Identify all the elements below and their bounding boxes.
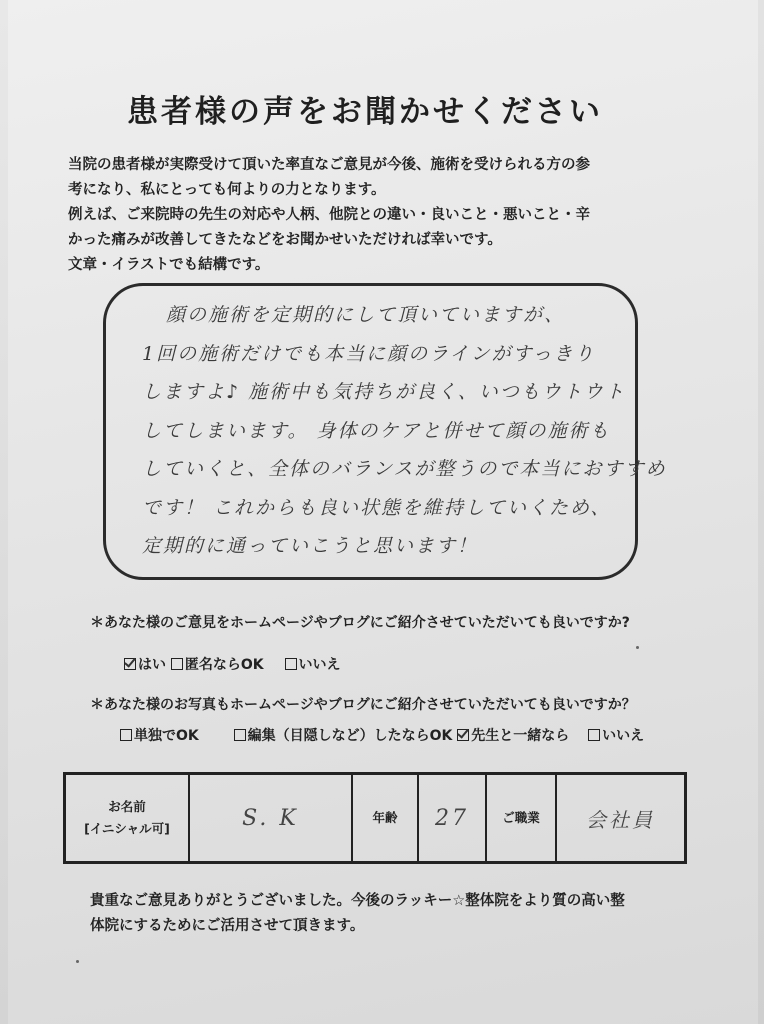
age-value: 27 (435, 805, 469, 831)
checkbox-checked[interactable] (124, 658, 136, 670)
checkbox[interactable] (234, 729, 246, 741)
intro-line: 考になり、私にとっても何よりの力となります。 (68, 182, 386, 198)
job-value-cell[interactable] (556, 774, 686, 863)
paper-speck (76, 960, 79, 963)
option-yes[interactable]: はい (124, 654, 166, 674)
job-label-cell (486, 774, 556, 863)
comment-line: しますよ♪ 施術中も気持ちが良く、いつもウトウト (142, 381, 626, 403)
option-no[interactable]: いいえ (588, 725, 644, 745)
age-value-cell[interactable] (418, 774, 486, 863)
comment-line: です！ これからも良い状態を維持していくため、 (142, 496, 612, 519)
question-web-consent: ＊あなた様のご意見をホームページやブログにご紹介させていただいても良いですか? (90, 615, 630, 631)
comment-line: 顔の施術を定期的にして頂いていますが、 (166, 304, 566, 326)
name-label: お名前 (108, 799, 146, 814)
comment-line: していくと、全体のバランスが整うので本当におすすめ (142, 458, 667, 480)
photo-consent-options (120, 725, 644, 745)
intro-text (68, 153, 688, 278)
intro-line: かった痛みが改善してきたなどをお聞かせいただければ幸いです。 (68, 232, 502, 248)
closing-line: 貴重なご意見ありがとうございました。今後のラッキー☆整体院をより質の高い整 (90, 893, 625, 909)
option-anonymous-ok[interactable]: 匿名ならOK (171, 654, 264, 674)
comment-line: 定期的に通っていこうと思います！ (142, 535, 479, 557)
web-consent-options (124, 654, 341, 674)
checkbox[interactable] (285, 658, 297, 670)
name-label-cell (65, 774, 190, 863)
option-edited-ok[interactable]: 編集（目隠しなど）したならOK (234, 725, 453, 745)
intro-line: 例えば、ご来院時の先生の対応や人柄、他院との違い・良いこと・悪いこと・辛 (68, 207, 590, 223)
option-no[interactable]: いいえ (285, 654, 341, 674)
checkbox[interactable] (120, 729, 132, 741)
question-photo-consent: ＊あなた様のお写真もホームページやブログにご紹介させていただいても良いですか？ (90, 697, 636, 713)
respondent-info-table (63, 772, 687, 864)
name-sublabel: [イニシャル可] (84, 821, 170, 836)
comment-line: してしまいます。 身体のケアと併せて顔の施術も (142, 419, 611, 442)
checkbox[interactable] (171, 658, 183, 670)
job-value: 会社員 (586, 807, 655, 832)
intro-line: 当院の患者様が実際受けて頂いた率直なご意見が今後、施術を受けられる方の参 (68, 157, 590, 173)
job-label: ご職業 (502, 810, 540, 825)
option-solo-ok[interactable]: 単独でOK (120, 725, 199, 745)
age-label-cell (352, 774, 418, 863)
name-value: S. K (242, 805, 299, 831)
checkbox-checked[interactable] (457, 729, 469, 741)
checkbox[interactable] (588, 729, 600, 741)
age-label: 年齢 (372, 810, 398, 825)
intro-line: 文章・イラストでも結構です。 (68, 257, 270, 273)
closing-text (90, 889, 700, 939)
handwritten-comment (142, 296, 667, 566)
comment-line: 1回の施術だけでも本当に顔のラインがすっきり (142, 342, 596, 365)
closing-line: 体院にするためにご活用させて頂きます。 (90, 918, 365, 934)
paper-speck (636, 646, 639, 649)
name-value-cell[interactable] (189, 774, 352, 863)
page-title: 患者様の声をお聞かせください (127, 94, 603, 130)
option-with-teacher[interactable]: 先生と一緒なら (457, 725, 569, 745)
